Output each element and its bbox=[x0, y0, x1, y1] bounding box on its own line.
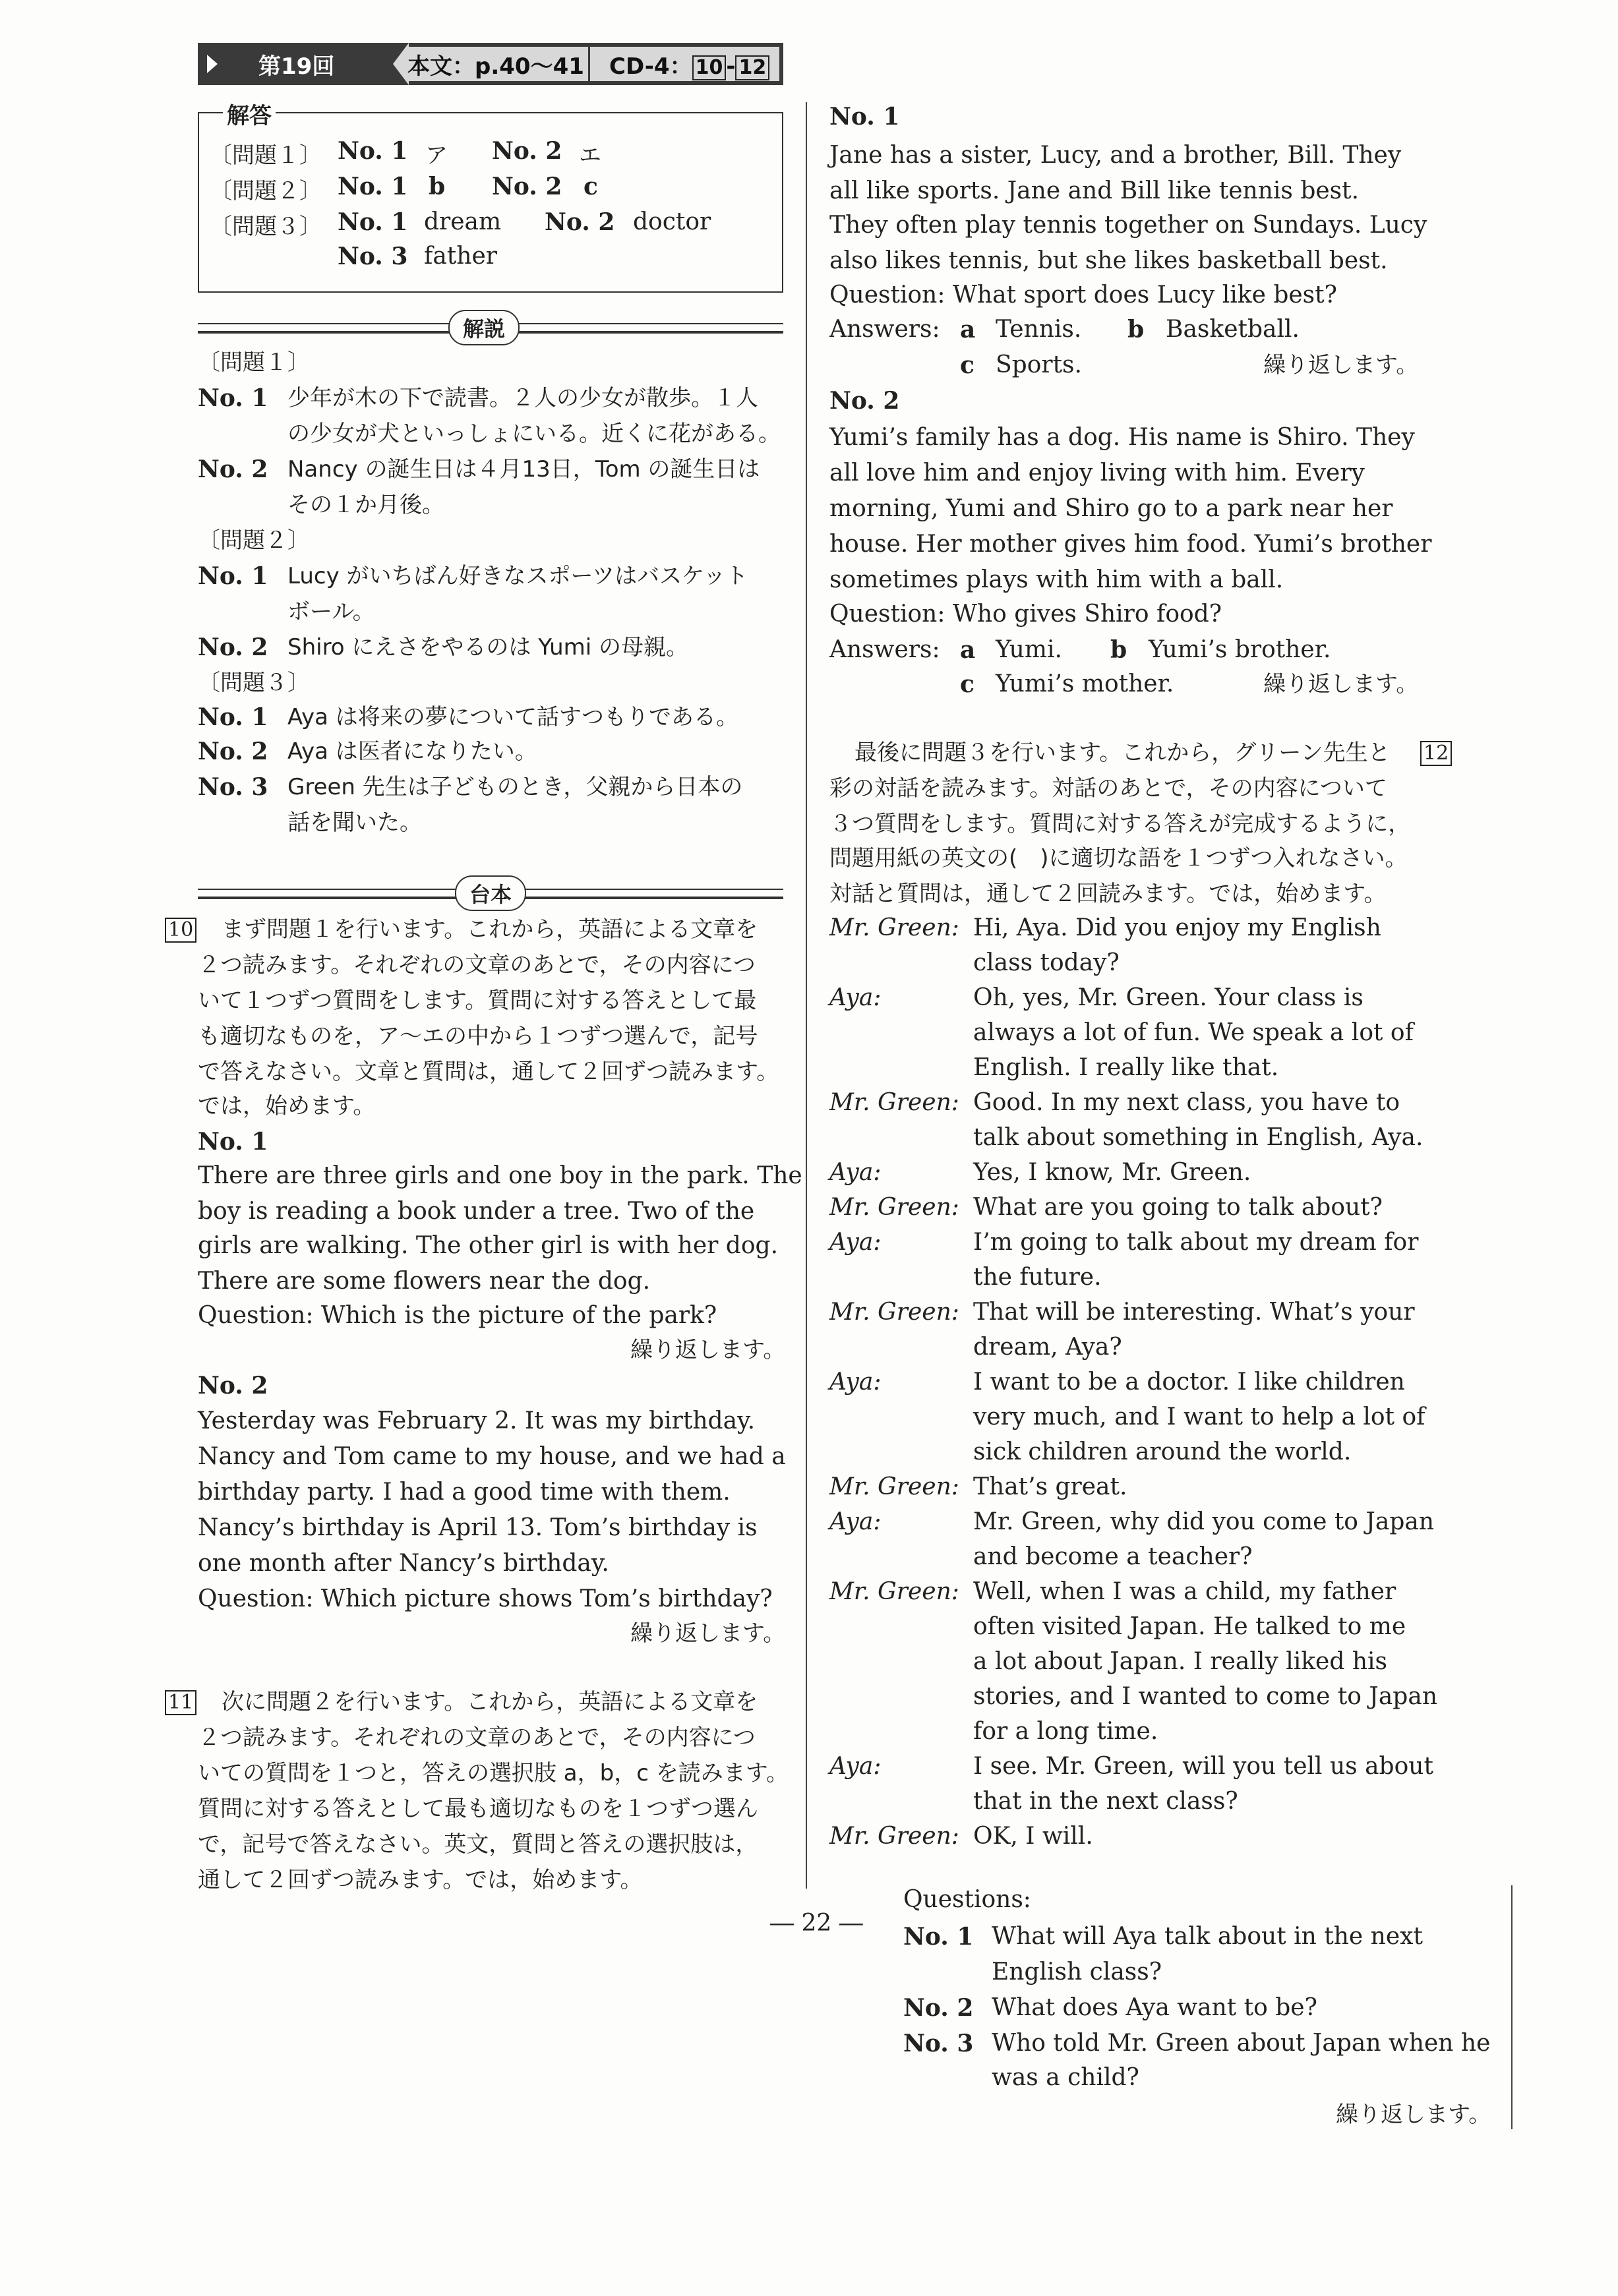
answer-no: No. 2 bbox=[492, 137, 562, 165]
choice-text: Yumi’s mother. bbox=[996, 670, 1174, 697]
dialogue-speaker: Mr. Green: bbox=[829, 1194, 959, 1221]
dialogue-speaker: Aya: bbox=[829, 984, 882, 1011]
script-line: girls are walking. The other girl is with her dog. bbox=[198, 1232, 779, 1259]
explanation-text: Aya は将来の夢について話すつもりである。 bbox=[287, 704, 739, 730]
dialogue-line: Yes, I know, Mr. Green. bbox=[973, 1159, 1251, 1186]
explanation-no: No. 1 bbox=[198, 703, 268, 731]
dialogue-line: always a lot of fun. We speak a lot of bbox=[973, 1019, 1414, 1046]
explanation-heading: 解説 bbox=[448, 310, 520, 345]
track-11-marker: 11 bbox=[165, 1690, 196, 1715]
script-line: There are some flowers near the dog. bbox=[198, 1268, 651, 1295]
script-line: Nancy’s birthday is April 13. Tom’s birthday is bbox=[198, 1514, 758, 1541]
answer-no: No. 1 bbox=[338, 208, 408, 236]
answer-no: No. 1 bbox=[338, 137, 408, 165]
dialogue-line: dream, Aya? bbox=[973, 1334, 1122, 1361]
dialogue-speaker: Mr. Green: bbox=[829, 914, 959, 941]
script-line: Question: Which picture shows Tom’s birthday? bbox=[198, 1585, 773, 1612]
dialogue-line: Mr. Green, why did you come to Japan bbox=[973, 1508, 1435, 1535]
script-text: 質問に対する答えとして最も適切なものを１つずつ選ん bbox=[198, 1796, 758, 1822]
script-heading: 台本 bbox=[455, 875, 526, 911]
script-no: No. 2 bbox=[198, 1372, 268, 1399]
dialogue-line: What are you going to talk about? bbox=[973, 1194, 1383, 1221]
dialogue-line: Well, when I was a child, my father bbox=[973, 1578, 1396, 1605]
answer-value: エ bbox=[579, 142, 601, 169]
repeat-note: 繰り返します。 bbox=[1263, 352, 1419, 378]
explanation-no: No. 2 bbox=[198, 456, 268, 483]
question-text: was a child? bbox=[992, 2064, 1139, 2091]
choice-text: Yumi. bbox=[996, 636, 1062, 663]
choice-letter: b bbox=[1110, 636, 1127, 664]
cd-track-to: 12 bbox=[735, 55, 769, 80]
column-divider bbox=[806, 102, 807, 1889]
dialogue-line: That will be interesting. What’s your bbox=[973, 1299, 1415, 1326]
explanation-text: Lucy がいちばん好きなスポーツはバスケット bbox=[287, 563, 748, 589]
script-text: 最後に問題３を行います。これから，グリーン先生と bbox=[854, 740, 1391, 766]
answer-value: b bbox=[429, 173, 446, 200]
explanation-text: ボール。 bbox=[287, 599, 375, 625]
script-no: No. 1 bbox=[829, 103, 900, 131]
question-no: No. 1 bbox=[903, 1923, 974, 1951]
script-text: で答えなさい。文章と質問は，通して２回ずつ読みます。 bbox=[198, 1059, 779, 1085]
answer-no: No. 3 bbox=[338, 243, 408, 270]
script-line: Yumi’s family has a dog. His name is Shiro. They bbox=[829, 424, 1415, 451]
script-text: 通して２回ずつ読みます。では，始めます。 bbox=[198, 1867, 643, 1893]
choice-text: Yumi’s brother. bbox=[1149, 636, 1331, 663]
explanation-no: No. 1 bbox=[198, 384, 268, 412]
play-arrow-icon bbox=[207, 55, 218, 73]
script-text: ２つ読みます。それぞれの文章のあとで，その内容につ bbox=[198, 952, 756, 978]
script-line: Nancy and Tom came to my house, and we had a bbox=[198, 1443, 786, 1470]
script-line: morning, Yumi and Shiro go to a park near her bbox=[829, 495, 1393, 522]
choice-letter: a bbox=[960, 636, 976, 664]
answer-q-label: 〔問題１〕 bbox=[210, 142, 322, 169]
script-line: also likes tennis, but she likes basketball best. bbox=[829, 247, 1388, 274]
script-text: まず問題１を行います。これから，英語による文章を bbox=[222, 916, 758, 943]
dialogue-line: and become a teacher? bbox=[973, 1543, 1253, 1570]
question-text: Who told Mr. Green about Japan when he bbox=[992, 2030, 1491, 2057]
answer-value: dream bbox=[424, 208, 502, 235]
script-text: いて１つずつ質問をします。質問に対する答えとして最 bbox=[198, 987, 757, 1014]
dialogue-line: That’s great. bbox=[973, 1473, 1127, 1500]
answer-value: ア bbox=[425, 142, 448, 169]
repeat-note: 繰り返します。 bbox=[1263, 671, 1419, 697]
script-line: birthday party. I had a good time with them. bbox=[198, 1479, 731, 1506]
explanation-text: Aya は医者になりたい。 bbox=[287, 738, 537, 765]
answer-q-label: 〔問題２〕 bbox=[210, 178, 322, 204]
answer-no: No. 1 bbox=[338, 173, 408, 200]
script-line: Jane has a sister, Lucy, and a brother, Bill. They bbox=[829, 142, 1402, 169]
repeat-note: 繰り返します。 bbox=[630, 1337, 786, 1363]
question-text: What will Aya talk about in the next bbox=[992, 1923, 1423, 1950]
dialogue-speaker: Mr. Green: bbox=[829, 1578, 959, 1605]
answer-value: father bbox=[424, 243, 497, 270]
script-line: There are three girls and one boy in the park. The bbox=[198, 1162, 802, 1189]
header-bar bbox=[198, 43, 783, 85]
answer-value: c bbox=[584, 173, 598, 200]
explanation-text: Nancy の誕生日は４月13日，Tom の誕生日は bbox=[287, 456, 760, 483]
explanation-no: No. 1 bbox=[198, 562, 268, 590]
dialogue-line: stories, and I wanted to come to Japan bbox=[973, 1683, 1438, 1710]
dialogue-line: Oh, yes, Mr. Green. Your class is bbox=[973, 984, 1363, 1011]
script-text: も適切なものを，ア〜エの中から１つずつ選んで，記号 bbox=[198, 1023, 758, 1049]
repeat-note: 繰り返します。 bbox=[630, 1620, 786, 1647]
dialogue-speaker: Mr. Green: bbox=[829, 1823, 959, 1850]
script-no: No. 2 bbox=[829, 387, 900, 415]
script-text: いての質問を１つと，答えの選択肢 a，b，c を読みます。 bbox=[198, 1760, 789, 1786]
script-no: No. 1 bbox=[198, 1128, 268, 1156]
choice-text: Sports. bbox=[996, 351, 1082, 378]
script-line: one month after Nancy’s birthday. bbox=[198, 1550, 609, 1577]
session-number: 第19回 bbox=[258, 53, 335, 80]
track-12-marker: 12 bbox=[1420, 741, 1452, 766]
answer-no: No. 2 bbox=[492, 173, 562, 200]
dialogue-line: the future. bbox=[973, 1264, 1102, 1291]
script-text: 問題用紙の英文の( )に適切な語を１つずつ入れなさい。 bbox=[829, 845, 1408, 871]
dialogue-speaker: Aya: bbox=[829, 1753, 882, 1780]
dialogue-line: that in the next class? bbox=[973, 1788, 1238, 1815]
dialogue-speaker: Aya: bbox=[829, 1508, 882, 1535]
script-line: Question: Which is the picture of the park? bbox=[198, 1302, 717, 1329]
dialogue-line: I’m going to talk about my dream for bbox=[973, 1229, 1419, 1256]
explanation-no: No. 2 bbox=[198, 738, 268, 765]
question-no: No. 3 bbox=[903, 2030, 974, 2057]
script-text: で，記号で答えなさい。英文，質問と答えの選択肢は， bbox=[198, 1831, 758, 1858]
dialogue-line: a lot about Japan. I really liked his bbox=[973, 1648, 1388, 1675]
script-line: Question: Who gives Shiro food? bbox=[829, 601, 1222, 628]
script-line: all love him and enjoy living with him. Every bbox=[829, 459, 1365, 486]
textbook-pages: 本文：p.40〜41 bbox=[407, 53, 584, 80]
choice-text: Tennis. bbox=[996, 316, 1082, 343]
script-line: sometimes plays with him with a ball. bbox=[829, 566, 1284, 593]
dialogue-line: sick children around the world. bbox=[973, 1438, 1352, 1465]
answer-no: No. 2 bbox=[545, 208, 615, 236]
explanation-q-label: 〔問題２〕 bbox=[198, 527, 310, 554]
script-text: 彩の対話を読みます。対話のあとで，その内容について bbox=[829, 775, 1387, 802]
answer-value: doctor bbox=[633, 208, 711, 235]
explanation-q-label: 〔問題１〕 bbox=[198, 349, 310, 376]
dialogue-line: OK, I will. bbox=[973, 1823, 1093, 1850]
dialogue-line: Hi, Aya. Did you enjoy my English bbox=[973, 914, 1381, 941]
dialogue-line: English. I really like that. bbox=[973, 1054, 1279, 1081]
dialogue-speaker: Mr. Green: bbox=[829, 1299, 959, 1326]
explanation-text: 少年が木の下で読書。２人の少女が散歩。１人 bbox=[287, 385, 758, 411]
script-line: Yesterday was February 2. It was my birthday. bbox=[198, 1407, 756, 1434]
dialogue-line: talk about something in English, Aya. bbox=[973, 1124, 1423, 1151]
repeat-note: 繰り返します。 bbox=[1336, 2102, 1491, 2128]
question-no: No. 2 bbox=[903, 1994, 974, 2022]
script-text: 次に問題２を行います。これから，英語による文章を bbox=[222, 1689, 758, 1715]
explanation-text: 話を聞いた。 bbox=[287, 809, 422, 836]
script-line: They often play tennis together on Sundays. Lucy bbox=[829, 212, 1427, 239]
script-line: boy is reading a book under a tree. Two of the bbox=[198, 1198, 755, 1225]
dialogue-line: I see. Mr. Green, will you tell us about bbox=[973, 1753, 1433, 1780]
answer-q-label: 〔問題３〕 bbox=[210, 214, 322, 240]
cd-track-from: 10 bbox=[692, 55, 727, 80]
dialogue-speaker: Aya: bbox=[829, 1369, 882, 1396]
script-text: ３つ質問をします。質問に対する答えが完成するように， bbox=[829, 811, 1411, 837]
questions-label: Questions: bbox=[903, 1886, 1031, 1913]
header-divider bbox=[588, 47, 590, 81]
script-line: Question: What sport does Lucy like best? bbox=[829, 281, 1337, 309]
choice-letter: c bbox=[960, 351, 974, 379]
question-text: What does Aya want to be? bbox=[992, 1994, 1317, 2021]
explanation-no: No. 2 bbox=[198, 633, 268, 661]
question-text: English class? bbox=[992, 1958, 1162, 1986]
dialogue-speaker: Mr. Green: bbox=[829, 1089, 959, 1116]
dialogue-line: very much, and I want to help a lot of bbox=[973, 1403, 1425, 1430]
page-number: ― 22 ― bbox=[770, 1910, 863, 1937]
dialogue-speaker: Aya: bbox=[829, 1229, 882, 1256]
header-notch bbox=[393, 43, 409, 85]
answers-label: Answers: bbox=[829, 316, 940, 343]
dialogue-line: Good. In my next class, you have to bbox=[973, 1089, 1400, 1116]
script-text: では，始めます。 bbox=[198, 1093, 376, 1119]
answers-label: Answers: bbox=[829, 636, 940, 663]
dialogue-line: for a long time. bbox=[973, 1718, 1158, 1745]
explanation-text: の少女が犬といっしょにいる。近くに花がある。 bbox=[287, 421, 781, 447]
choice-text: Basketball. bbox=[1166, 316, 1300, 343]
explanation-no: No. 3 bbox=[198, 773, 268, 801]
script-line: house. Her mother gives him food. Yumi’s brother bbox=[829, 531, 1432, 558]
track-10-marker: 10 bbox=[165, 918, 196, 943]
dialogue-line: I want to be a doctor. I like children bbox=[973, 1369, 1405, 1396]
script-line: all like sports. Jane and Bill like tennis best. bbox=[829, 177, 1360, 204]
dialogue-line: class today? bbox=[973, 949, 1120, 976]
choice-letter: a bbox=[960, 316, 976, 343]
explanation-text: その１か月後。 bbox=[287, 492, 444, 518]
explanation-q-label: 〔問題３〕 bbox=[198, 670, 310, 696]
explanation-text: Green 先生は子どものとき，父親から日本の bbox=[287, 774, 743, 800]
script-text: ２つ読みます。それぞれの文章のあとで，その内容につ bbox=[198, 1724, 756, 1751]
cd-track-info: CD-4： 10 - 12 bbox=[609, 48, 769, 80]
explanation-text: Shiro にえさをやるのは Yumi の母親。 bbox=[287, 634, 689, 661]
dialogue-speaker: Mr. Green: bbox=[829, 1473, 959, 1500]
dialogue-speaker: Aya: bbox=[829, 1159, 882, 1186]
answer-box-title: 解答 bbox=[223, 98, 276, 130]
choice-letter: b bbox=[1127, 316, 1145, 343]
script-text: 対話と質問は，通して２回読みます。では，始めます。 bbox=[829, 881, 1387, 907]
choice-letter: c bbox=[960, 670, 974, 698]
questions-rule bbox=[1511, 1885, 1513, 2129]
dialogue-line: often visited Japan. He talked to me bbox=[973, 1613, 1406, 1640]
